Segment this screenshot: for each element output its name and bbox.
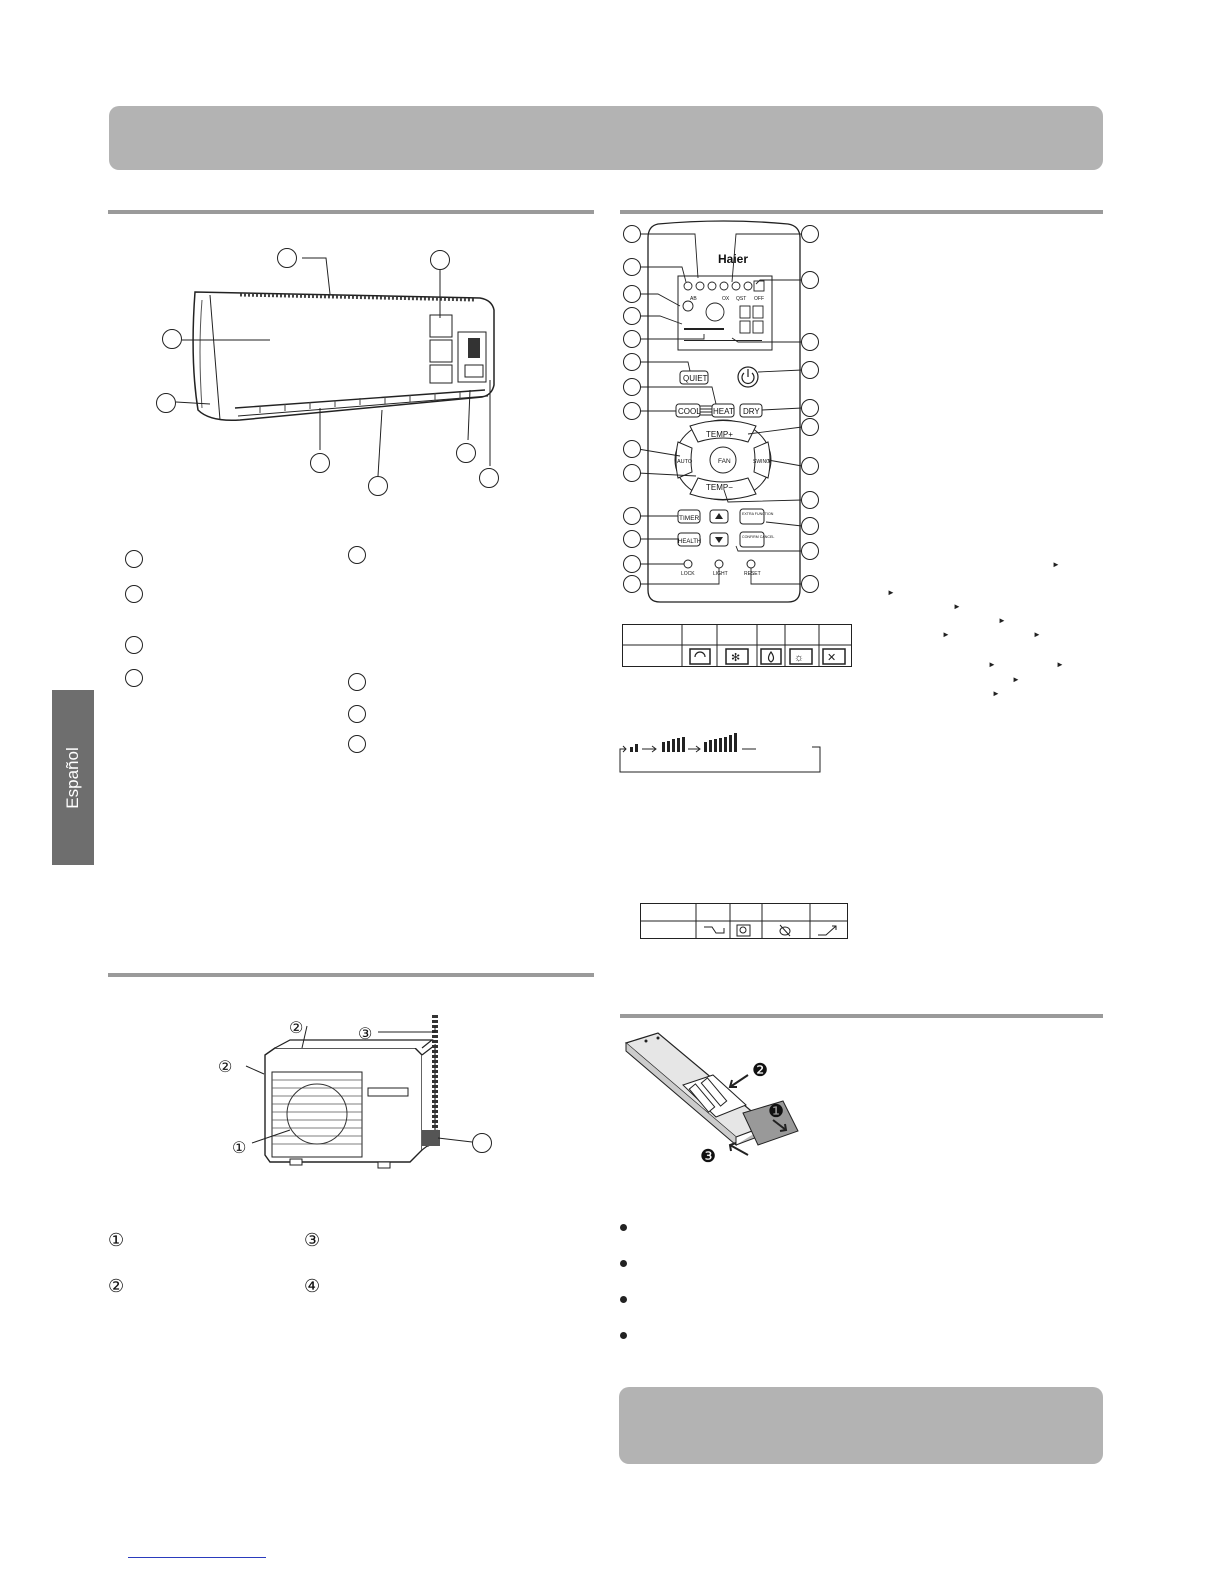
remote-callout-l14: [623, 575, 641, 593]
heat-button-text: HEAT: [713, 407, 734, 416]
remote-callout-r1: [801, 225, 819, 243]
indoor-legend-6: [348, 673, 366, 691]
reset-label: RESET: [744, 571, 761, 577]
remote-callout-l1: [623, 225, 641, 243]
remote-callout-l3: [623, 285, 641, 303]
outdoor-legend-4: ④: [304, 1276, 321, 1296]
outdoor-fig-num-pipe: ③: [358, 1026, 373, 1043]
indoor-callout-5: [310, 453, 330, 473]
remote-control-figure: [620, 220, 830, 610]
outdoor-fig-num-side: ②: [218, 1059, 233, 1076]
light-label: LIGHT: [713, 571, 728, 577]
remote-callout-l2: [623, 258, 641, 276]
outdoor-fig-num-grille: ①: [232, 1140, 247, 1157]
arrow-marker: ►: [887, 588, 895, 597]
remote-callout-r2: [801, 271, 819, 289]
indoor-callout-6: [368, 476, 388, 496]
bullet-2: [620, 1260, 627, 1267]
indoor-legend-8: [348, 735, 366, 753]
outdoor-legend-3: ③: [304, 1230, 321, 1250]
battery-install-figure: [618, 1025, 818, 1170]
auto-mode-icon: [690, 649, 710, 664]
indoor-callout-1: [277, 248, 297, 268]
arrow-marker: ►: [998, 616, 1006, 625]
remote-callout-r10: [801, 542, 819, 560]
indoor-callout-2: [430, 250, 450, 270]
indoor-unit-figure: [150, 240, 510, 500]
bullet-1: [620, 1224, 627, 1231]
fan-button-text: FAN: [718, 458, 731, 465]
remote-callout-l11: [623, 507, 641, 525]
rule-indoor-unit: [108, 210, 594, 214]
remote-callout-r6: [801, 418, 819, 436]
top-banner: [109, 106, 1103, 170]
rule-outdoor-unit: [108, 973, 594, 977]
svg-text:☼: ☼: [794, 652, 805, 664]
remote-callout-l5: [623, 330, 641, 348]
remote-callout-l7: [623, 378, 641, 396]
outdoor-unit-figure: [210, 1010, 510, 1185]
dry-button-text: DRY: [743, 407, 760, 416]
remote-callout-r11: [801, 575, 819, 593]
remote-callout-l8: [623, 402, 641, 420]
confirm-cancel-text: CONFIRM CANCEL: [742, 535, 775, 539]
health-button-text: HEALTH: [678, 539, 702, 545]
auto-button-text: AUTO: [677, 459, 693, 465]
heat-mode-icon: [790, 649, 812, 664]
indoor-legend-7: [348, 705, 366, 723]
fan-mode-icon: [823, 649, 845, 664]
arrow-marker: ►: [953, 602, 961, 611]
bottom-banner: [619, 1387, 1103, 1464]
bullet-3: [620, 1296, 627, 1303]
svg-text:✻: ✻: [731, 652, 741, 664]
arrow-marker: ►: [1056, 660, 1064, 669]
language-label: Español: [63, 746, 82, 809]
temp-up-text: TEMP+: [706, 430, 733, 439]
remote-callout-l6: [623, 353, 641, 371]
remote-brand-text: Haier: [718, 252, 749, 266]
lcd-label-qst: QST: [736, 296, 747, 302]
temp-down-text: TEMP−: [706, 483, 733, 492]
remote-callout-r4: [801, 361, 819, 379]
arrow-marker: ►: [992, 689, 1000, 698]
lcd-label-ab: AB: [690, 296, 697, 302]
remote-callout-l9: [623, 440, 641, 458]
dry-mode-icon: [761, 649, 781, 664]
function-icon-table: [640, 903, 850, 941]
timer-button-text: TIMER: [679, 515, 700, 522]
battery-step-3: ❸: [700, 1146, 717, 1166]
indoor-callout-4: [156, 393, 176, 413]
indoor-callout-7: [456, 443, 476, 463]
remote-callout-r7: [801, 457, 819, 475]
arrow-marker: ►: [1012, 675, 1020, 684]
outdoor-legend-1: ①: [108, 1230, 125, 1250]
lcd-label-off: OFF: [754, 296, 764, 302]
outdoor-fig-num-top: ②: [289, 1020, 304, 1037]
svg-text:✕: ✕: [827, 652, 837, 664]
indoor-legend-3: [125, 636, 143, 654]
remote-callout-l12: [623, 530, 641, 548]
arrow-marker: ►: [942, 630, 950, 639]
quiet-button-text: QUIET: [683, 374, 708, 383]
extra-function-text: EXTRA FUNCTION: [742, 512, 774, 516]
remote-callout-r5: [801, 399, 819, 417]
indoor-legend-4: [125, 669, 143, 687]
lcd-label-ox: OX: [722, 296, 730, 302]
language-side-tab: [52, 690, 94, 865]
cool-mode-icon: [726, 649, 748, 664]
arrow-marker: ►: [988, 660, 996, 669]
remote-callout-l4: [623, 307, 641, 325]
fan-speed-diagram: [616, 730, 826, 775]
cool-button-text: COOL: [678, 407, 701, 416]
indoor-callout-3: [162, 329, 182, 349]
remote-callout-l13: [623, 555, 641, 573]
indoor-legend-2: [125, 585, 143, 603]
outdoor-callout-4: [472, 1133, 492, 1153]
arrow-marker: ►: [1052, 560, 1060, 569]
swing-button-text: SWING: [753, 459, 770, 465]
indoor-legend-1: [125, 550, 143, 568]
indoor-callout-8: [479, 468, 499, 488]
remote-callout-l10: [623, 464, 641, 482]
battery-step-2: ❷: [752, 1060, 769, 1080]
outdoor-legend-2: ②: [108, 1276, 125, 1296]
remote-callout-r8: [801, 491, 819, 509]
indoor-legend-5: [348, 546, 366, 564]
footer-link-underline[interactable]: [128, 1557, 266, 1558]
rule-remote: [620, 210, 1103, 214]
rule-batteries: [620, 1014, 1103, 1018]
remote-callout-r9: [801, 517, 819, 535]
lock-label: LOCK: [681, 571, 695, 577]
mode-icon-table: [622, 624, 854, 668]
battery-step-1: ❶: [768, 1101, 785, 1121]
arrow-marker: ►: [1033, 630, 1041, 639]
remote-callout-r3: [801, 333, 819, 351]
bullet-4: [620, 1332, 627, 1339]
